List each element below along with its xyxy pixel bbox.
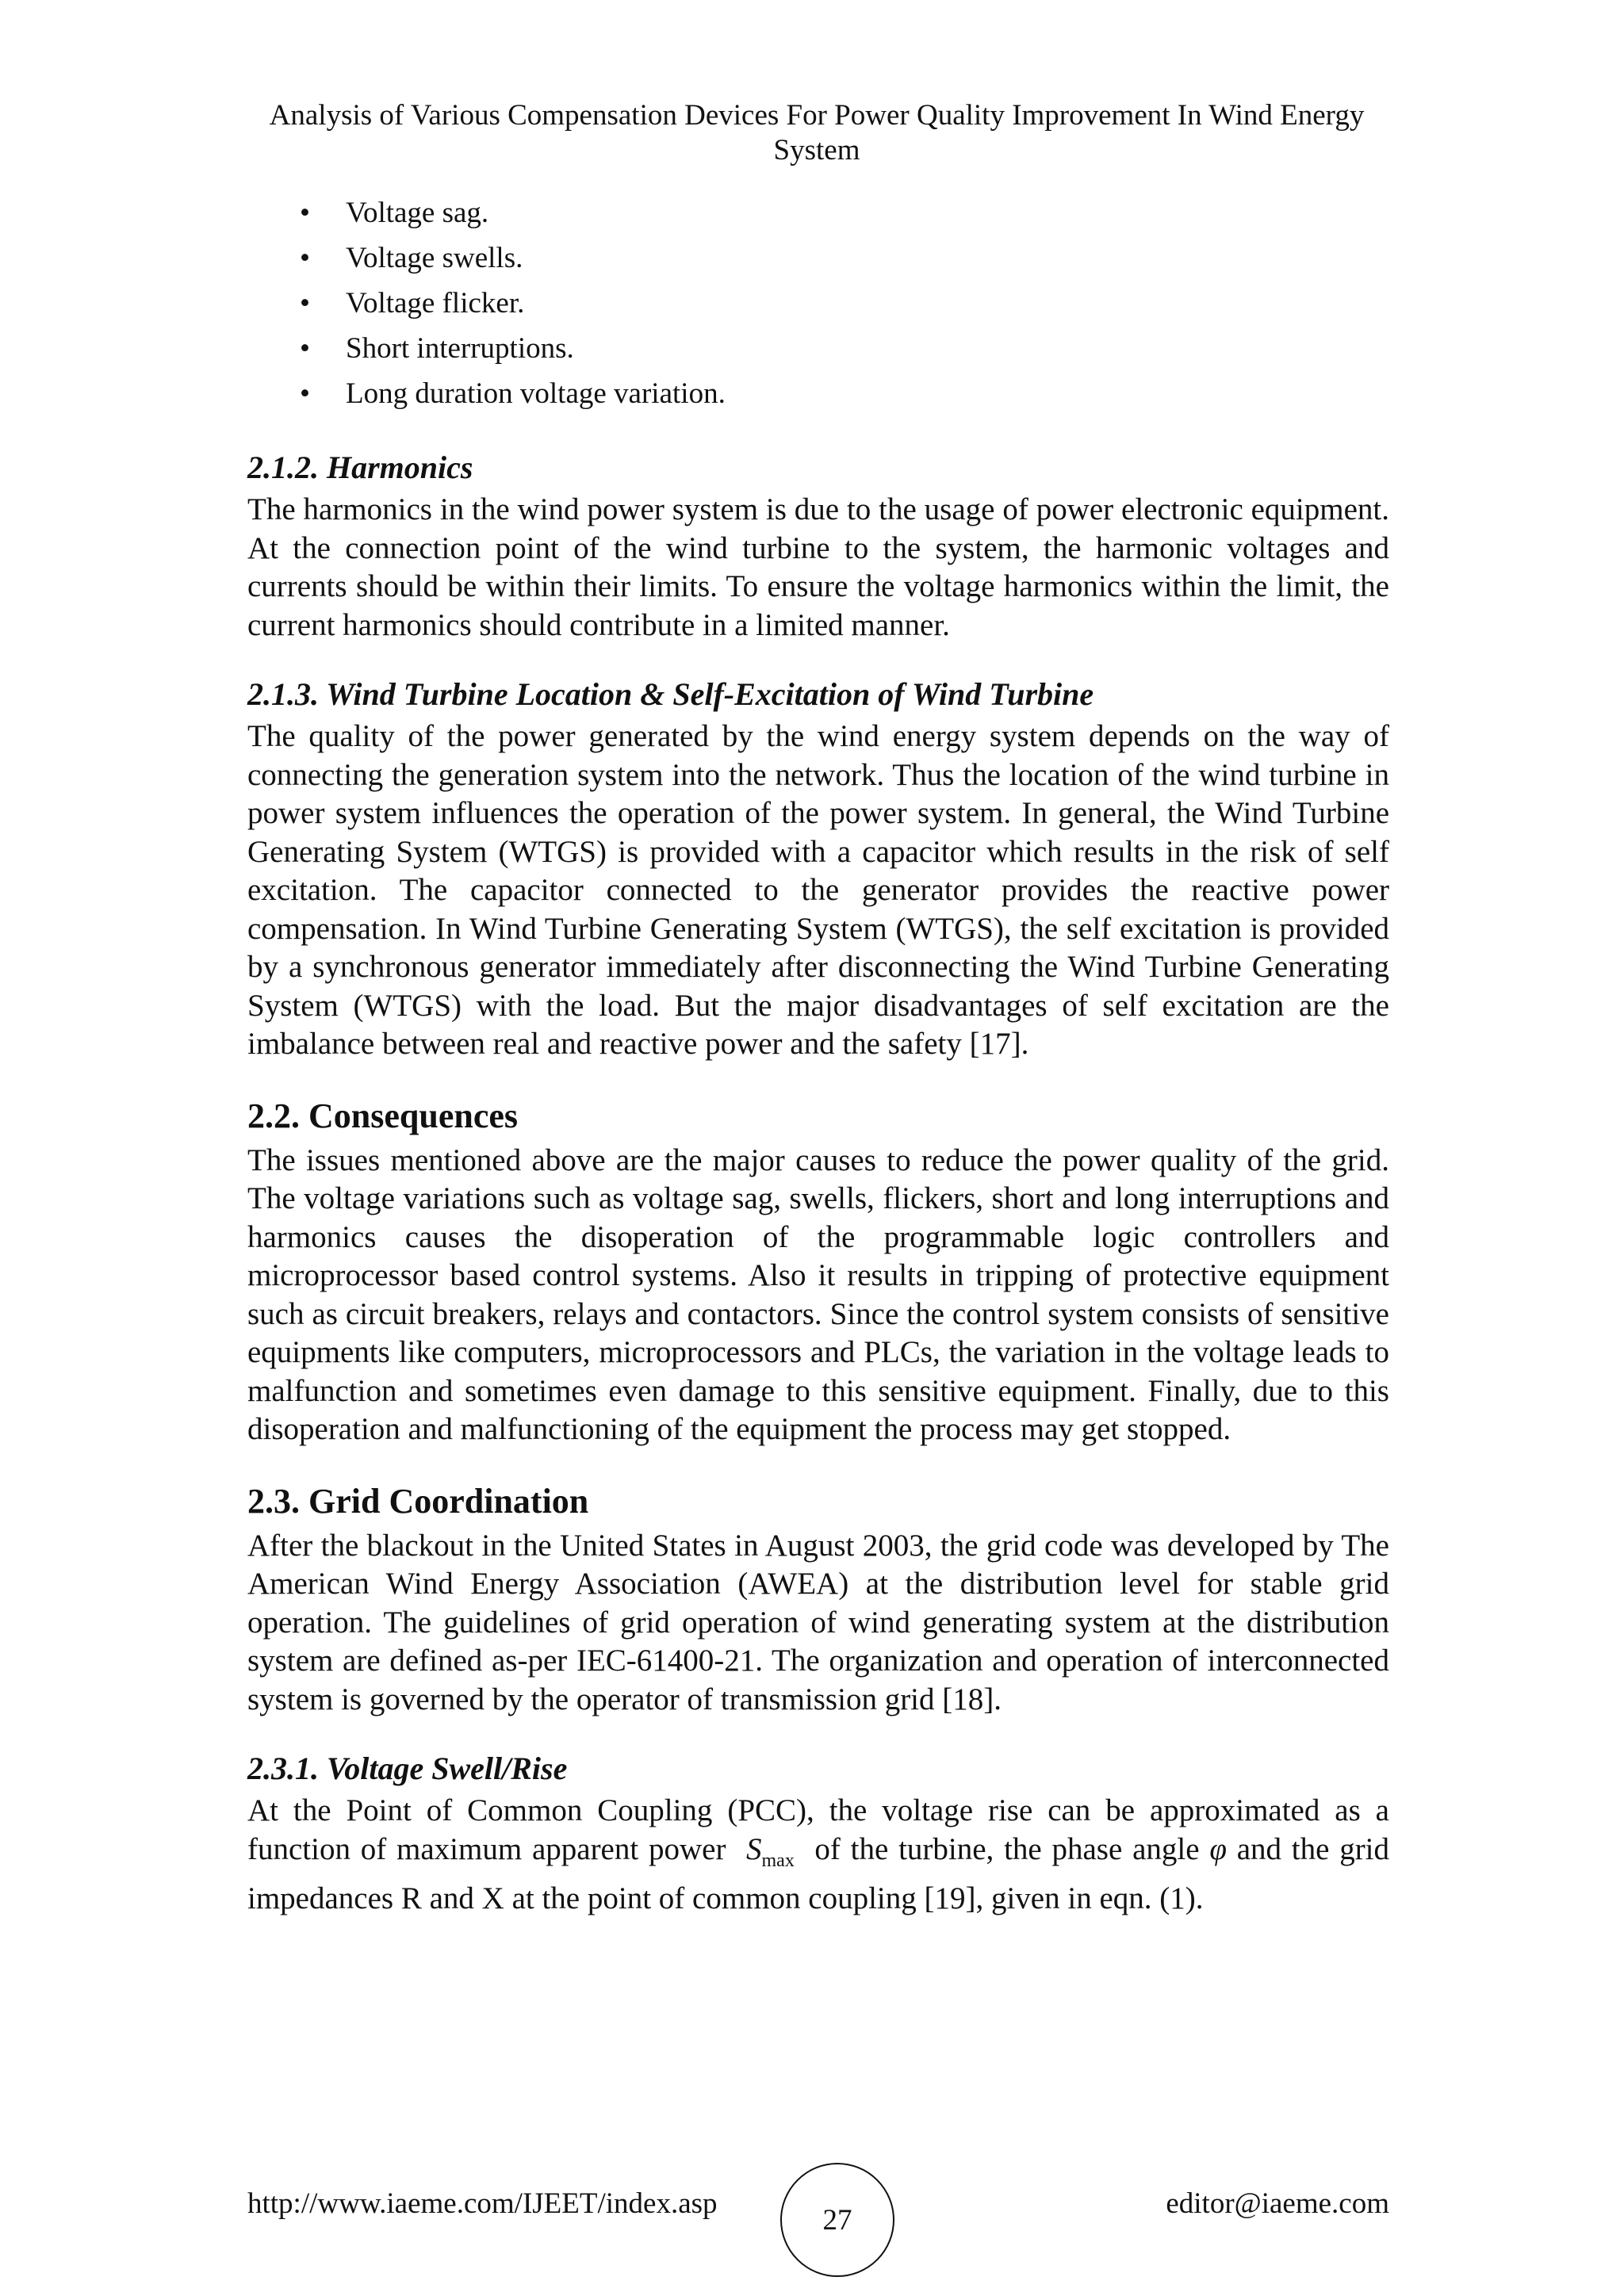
header-title-line2: System — [773, 134, 860, 166]
list-item-text: Short interruptions. — [346, 332, 574, 365]
bullet-icon: • — [300, 377, 310, 410]
list-item-text: Voltage swells. — [346, 242, 523, 274]
voltage-swell-text-2: of the turbine, the phase angle — [814, 1831, 1200, 1866]
page-number-badge — [780, 2163, 894, 2277]
paragraph-harmonics: The harmonics in the wind power system is due to the usage of power electronic equipment. At the connection point of the wind turbine to the system, the harmonic voltages and currents should be within their limits. To ensure the voltage harmonics within the limit, the current harmonics should contribute in a limited manner. — [247, 492, 1389, 642]
bullet-icon: • — [300, 242, 310, 274]
paragraph-consequences: The issues mentioned above are the major causes to reduce the power quality of the grid. The voltage variations such as voltage sag, swells, flickers, short and long interruptions and harmonics causes the disoperation of the programmable logic controllers and microprocessor based control systems. Also it results in tripping of protective equipment such as circuit breakers, relays and contactors. Since the control system consists of sensitive equipments like computers, microprocessors and PLCs, the variation in the voltage leads to malfunction and sometimes even damage to this sensitive equipment. Finally, due to this disoperation and malfunctioning of the equipment the process may get stopped. — [247, 1142, 1389, 1446]
section-heading-2-3: 2.3. Grid Coordination — [247, 1481, 589, 1521]
voltage-swell-text-1: At the Point of Common Coupling (PCC), the voltage rise can be approximated as a function of maximum apparent power — [247, 1793, 1389, 1866]
bullet-icon: • — [300, 287, 310, 320]
section-heading-2-2: 2.2. Consequences — [247, 1096, 519, 1135]
list-item-text: Long duration voltage variation. — [346, 377, 726, 410]
section-heading-2-1-3: 2.1.3. Wind Turbine Location & Self-Excitation of Wind Turbine — [247, 676, 1094, 712]
running-header — [238, 98, 1396, 168]
list-item-text: Voltage sag. — [346, 197, 489, 229]
list-item — [247, 326, 1389, 371]
bullet-icon: • — [300, 197, 310, 229]
paragraph-voltage-swell — [247, 1792, 1389, 1918]
section-heading-2-1-2: 2.1.2. Harmonics — [247, 450, 473, 485]
header-title-line1: Analysis of Various Compensation Devices For Power Quality Improvement In Wind Energy — [269, 99, 1365, 132]
page-footer — [247, 2163, 1389, 2250]
smax-base: S — [746, 1831, 762, 1866]
paragraph-turbine-location: The quality of the power generated by the wind energy system depends on the way of connecting the generation system into the network. Thus the location of the wind turbine in power system influences the operation of the power system. In general, the Wind Turbine Generating System (WTGS) is provided with a capacitor which results in the risk of self excitation. The capacitor connected to the generator provides the reactive power compensation. In Wind Turbine Generating System (WTGS), the self excitation is provided by a synchronous generator immediately after disconnecting the Wind Turbine Generating System (WTGS) with the load. But the major disadvantages of self excitation are the imbalance between real and reactive power and the safety [17]. — [247, 719, 1389, 1061]
voltage-swell-text-3: and the grid impedances R and X at the point of common coupling [19], given in eqn. (1). — [247, 1831, 1390, 1915]
page-number: 27 — [822, 2203, 852, 2237]
smax-subscript: max — [761, 1850, 795, 1871]
list-item — [247, 371, 1389, 416]
phi-symbol: φ — [1209, 1831, 1227, 1866]
list-item-text: Voltage flicker. — [346, 287, 525, 320]
footer-email-link[interactable]: editor@iaeme.com — [1166, 2187, 1389, 2220]
bullet-icon: • — [300, 332, 310, 365]
smax-symbol — [746, 1831, 795, 1871]
bullet-list — [247, 190, 1389, 416]
page-body — [247, 190, 1389, 1945]
section-heading-2-3-1: 2.3.1. Voltage Swell/Rise — [247, 1751, 568, 1786]
list-item — [247, 190, 1389, 235]
list-item — [247, 235, 1389, 281]
paragraph-grid-coordination: After the blackout in the United States in August 2003, the grid code was developed by The American Wind Energy Association (AWEA) at the distribution level for stable grid operation. The guidelines of grid operation of wind generating system at the distribution system are defined as-per IEC-61400-21. The organization and operation of interconnected system is governed by the operator of transmission grid [18]. — [247, 1528, 1389, 1716]
list-item — [247, 281, 1389, 326]
footer-url-link[interactable]: http://www.iaeme.com/IJEET/index.asp — [247, 2187, 718, 2220]
